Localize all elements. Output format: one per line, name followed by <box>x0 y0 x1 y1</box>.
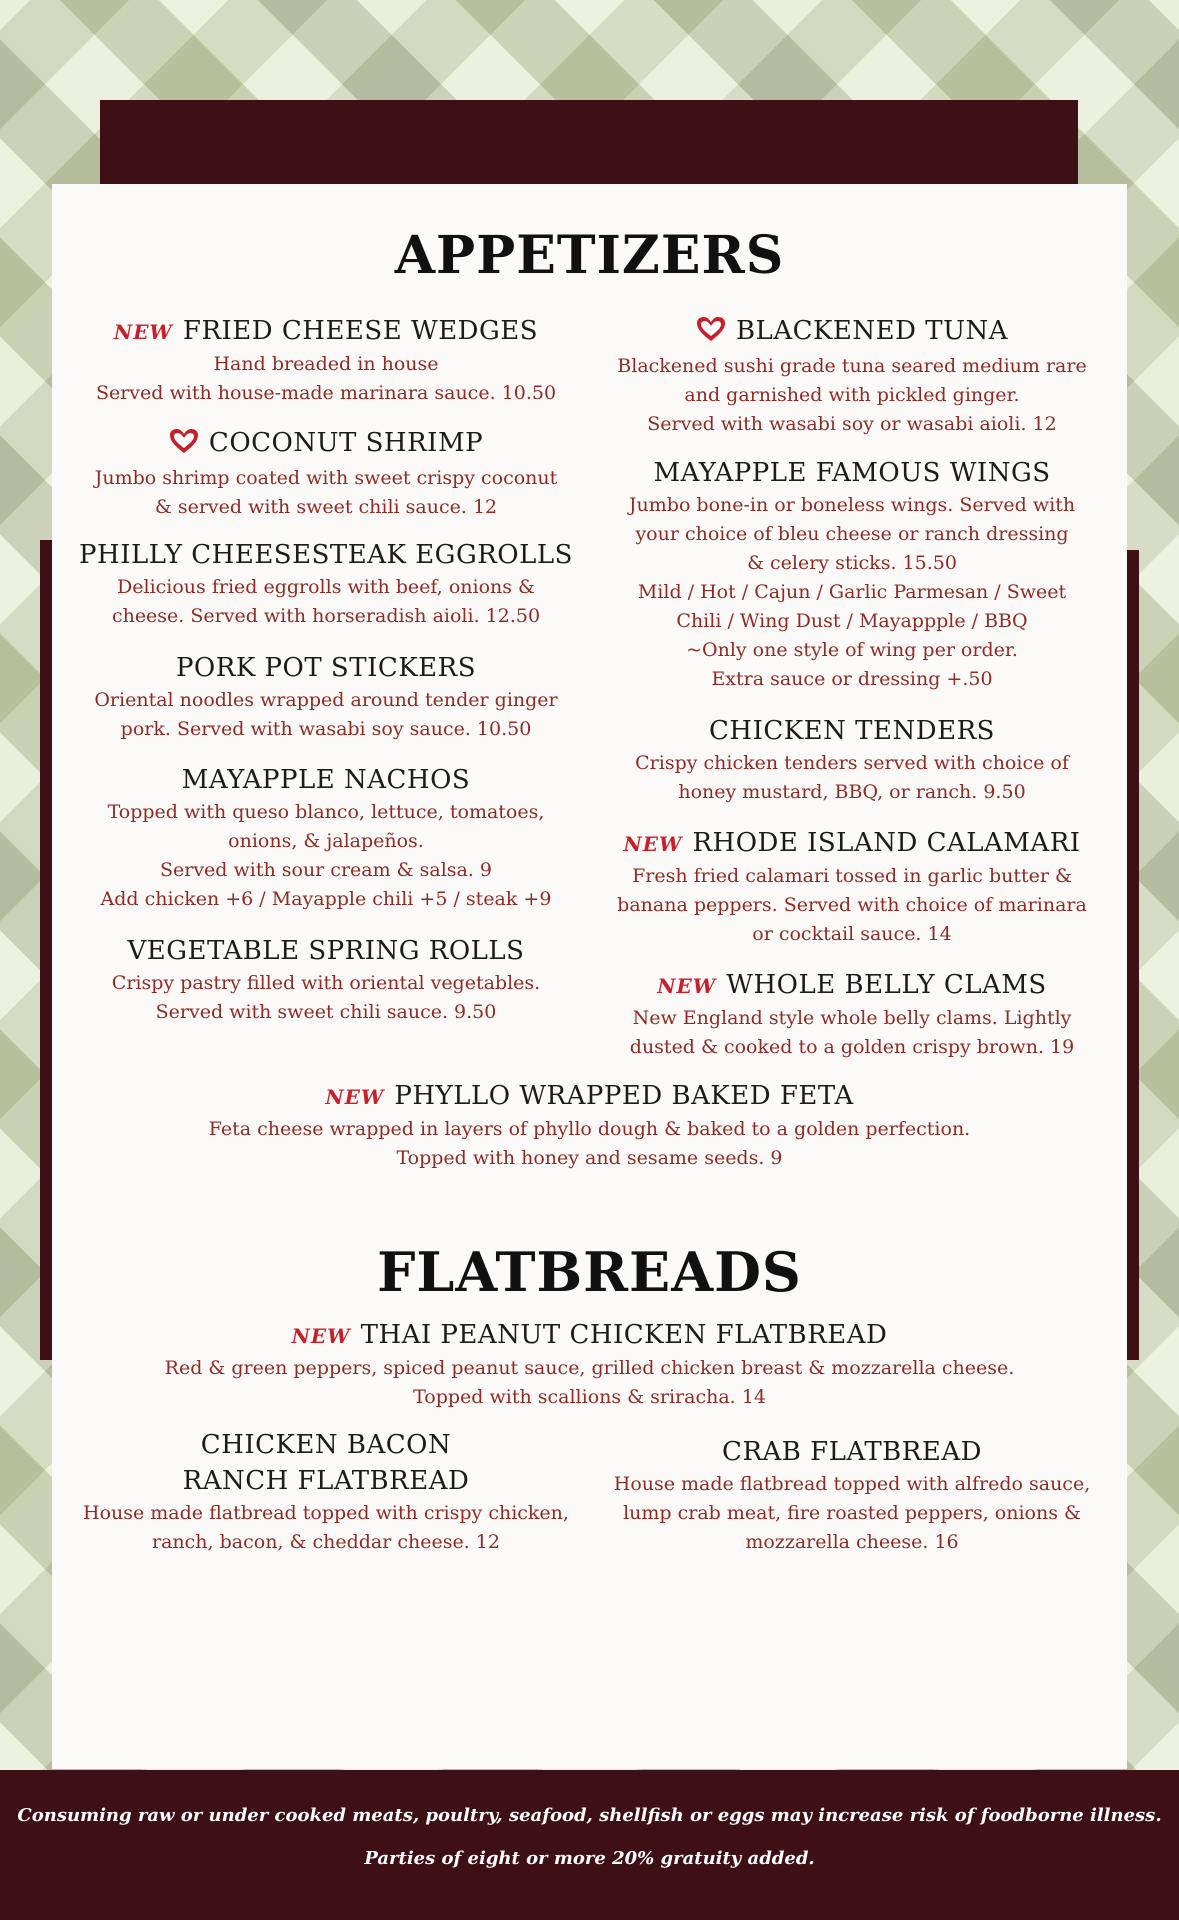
footer-bar <box>0 1770 1179 1920</box>
menu-item-rhode-island-calamari <box>602 825 1102 949</box>
item-desc-line: Extra sauce or dressing +.50 <box>711 668 993 690</box>
item-desc-line: & served with sweet chili sauce. 12 <box>154 496 498 518</box>
menu-item-chicken-bacon-ranch-flatbread <box>78 1427 574 1557</box>
item-desc-line: Blackened sushi grade tuna seared medium rare <box>617 355 1087 377</box>
menu-item-vegetable-spring-rolls <box>78 933 574 1027</box>
menu-item-coconut-shrimp <box>78 425 574 522</box>
item-desc-line: & celery sticks. 15.50 <box>747 552 957 574</box>
item-desc-line: Served with sour cream & salsa. 9 <box>159 859 493 881</box>
item-name: MAYAPPLE FAMOUS WINGS <box>653 458 1051 488</box>
flatbreads-title: FLATBREADS <box>377 1240 802 1304</box>
menu-item-mayapple-wings <box>602 455 1102 694</box>
item-name: COCONUT SHRIMP <box>208 428 484 458</box>
item-desc-line: ~Only one style of wing per order. <box>686 639 1018 661</box>
allergy-warning: Consuming raw or under cooked meats, poultry, seafood, shellfish or eggs may increase risk of foodborne illness. <box>17 1805 1162 1826</box>
item-name: RANCH FLATBREAD <box>182 1466 470 1496</box>
menu-item-chicken-tenders <box>602 713 1102 807</box>
item-name: BLACKENED TUNA <box>735 316 1009 346</box>
item-desc-line: Mild / Hot / Cajun / Garlic Parmesan / Sweet <box>637 581 1067 603</box>
item-name: THAI PEANUT CHICKEN FLATBREAD <box>360 1320 888 1350</box>
item-desc-line: or cocktail sauce. 14 <box>752 923 952 945</box>
item-desc-line: pork. Served with wasabi soy sauce. 10.50 <box>120 718 532 740</box>
item-desc-line: Delicious fried eggrolls with beef, onions & <box>117 576 535 598</box>
new-badge: NEW <box>623 832 683 856</box>
item-desc-line: mozzarella cheese. 16 <box>745 1531 959 1553</box>
gratuity-note: Parties of eight or more 20% gratuity added. <box>364 1848 815 1869</box>
menu-item-mayapple-nachos <box>78 762 574 914</box>
new-badge: NEW <box>325 1085 385 1109</box>
item-name: CHICKEN TENDERS <box>709 716 995 746</box>
item-name: MAYAPPLE NACHOS <box>181 765 471 795</box>
header-bar <box>100 100 1078 184</box>
menu-item-philly-eggrolls <box>78 537 574 631</box>
item-name: CRAB FLATBREAD <box>722 1437 982 1467</box>
item-desc-line: your choice of bleu cheese or ranch dressing <box>635 523 1069 545</box>
appetizers-title: APPETIZERS <box>394 225 785 286</box>
item-desc-line: Jumbo shrimp coated with sweet crispy coconut <box>94 467 558 489</box>
item-desc-line: Add chicken +6 / Mayapple chili +5 / steak +9 <box>100 888 552 910</box>
item-desc-line: lump crab meat, fire roasted peppers, onions & <box>623 1502 1081 1524</box>
menu-item-whole-belly-clams <box>602 967 1102 1062</box>
item-desc-line: Served with wasabi soy or wasabi aioli. 12 <box>647 413 1057 435</box>
item-desc-line: banana peppers. Served with choice of marinara <box>617 894 1087 916</box>
item-desc-line: Jumbo bone-in or boneless wings. Served with <box>628 494 1076 516</box>
item-desc-line: ranch, bacon, & cheddar cheese. 12 <box>152 1531 500 1553</box>
item-desc-line: Hand breaded in house <box>213 353 439 375</box>
item-desc-line: Crispy pastry filled with oriental vegetables. <box>111 972 541 994</box>
item-name: VEGETABLE SPRING ROLLS <box>127 936 525 966</box>
item-desc-line: Red & green peppers, spiced peanut sauce, grilled chicken breast & mozzarella cheese. <box>164 1357 1015 1379</box>
item-name: PHYLLO WRAPPED BAKED FETA <box>394 1081 854 1111</box>
heart-icon <box>696 316 726 352</box>
item-name: RHODE ISLAND CALAMARI <box>692 828 1081 858</box>
menu-item-pork-pot-stickers <box>78 650 574 744</box>
item-desc-line: Topped with queso blanco, lettuce, tomatoes, <box>107 801 545 823</box>
menu-item-thai-peanut-flatbread <box>0 1317 1179 1412</box>
item-desc-line: Fresh fried calamari tossed in garlic butter & <box>632 865 1072 887</box>
item-desc-line: Topped with honey and sesame seeds. 9 <box>396 1147 783 1169</box>
item-desc-line: House made flatbread topped with crispy chicken, <box>83 1502 569 1524</box>
item-desc-line: Topped with scallions & sriracha. 14 <box>413 1386 766 1408</box>
menu-item-blackened-tuna <box>602 313 1102 439</box>
item-desc-line: and garnished with pickled ginger. <box>684 384 1020 406</box>
item-name: WHOLE BELLY CLAMS <box>726 970 1047 1000</box>
item-desc-line: onions, & jalapeños. <box>228 830 424 852</box>
menu-item-crab-flatbread <box>602 1434 1102 1557</box>
item-desc-line: Served with sweet chili sauce. 9.50 <box>155 1001 497 1023</box>
item-desc-line: New England style whole belly clams. Lightly <box>632 1007 1072 1029</box>
item-desc-line: dusted & cooked to a golden crispy brown. 19 <box>629 1036 1075 1058</box>
item-desc-line: House made flatbread topped with alfredo sauce, <box>613 1473 1091 1495</box>
item-name: PHILLY CHEESESTEAK EGGROLLS <box>79 540 573 570</box>
item-desc-line: Chili / Wing Dust / Mayappple / BBQ <box>676 610 1028 632</box>
item-desc-line: Oriental noodles wrapped around tender ginger <box>94 689 558 711</box>
item-desc-line: Served with house-made marinara sauce. 10.50 <box>95 382 557 404</box>
new-badge: NEW <box>657 974 717 998</box>
heart-icon <box>169 428 199 464</box>
new-badge: NEW <box>291 1324 351 1348</box>
item-desc-line: Feta cheese wrapped in layers of phyllo dough & baked to a golden perfection. <box>208 1118 971 1140</box>
menu-item-phyllo-baked-feta <box>0 1078 1179 1173</box>
item-desc-line: cheese. Served with horseradish aioli. 12.50 <box>111 605 541 627</box>
new-badge: NEW <box>113 320 173 344</box>
item-desc-line: Crispy chicken tenders served with choice of <box>635 752 1069 774</box>
item-desc-line: honey mustard, BBQ, or ranch. 9.50 <box>678 781 1026 803</box>
item-name: PORK POT STICKERS <box>175 653 477 683</box>
item-name: FRIED CHEESE WEDGES <box>182 316 539 346</box>
menu-item-fried-cheese-wedges <box>78 313 574 408</box>
item-name: CHICKEN BACON <box>200 1430 452 1460</box>
